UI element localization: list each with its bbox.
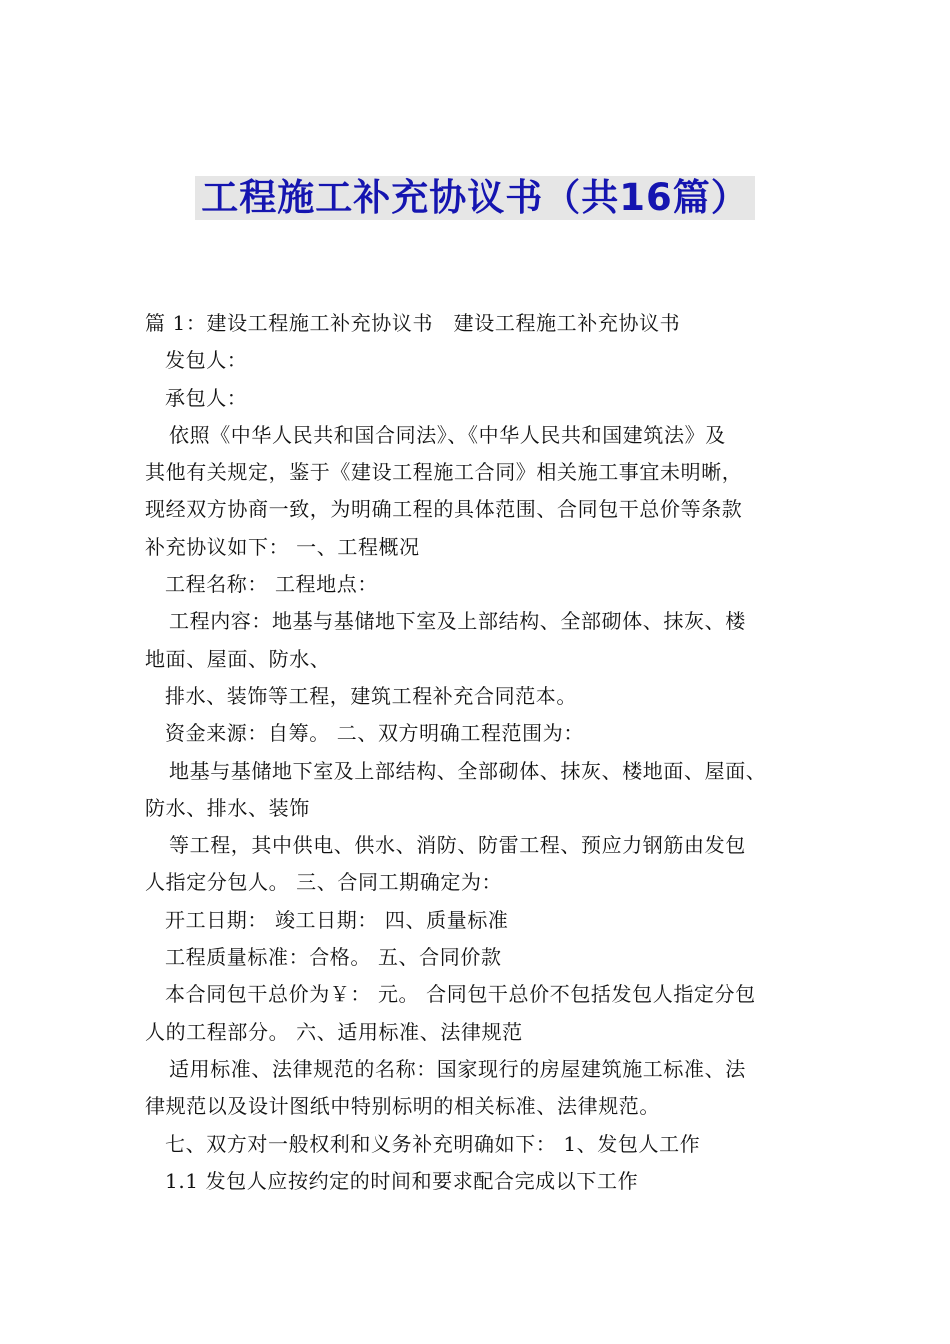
body-line: 资金来源：自筹。 二、双方明确工程范围为： xyxy=(165,721,584,746)
body-line: 等工程，其中供电、供水、消防、防雷工程、预应力钢筋由发包 xyxy=(169,833,746,858)
body-line: 工程名称： 工程地点： xyxy=(165,572,378,597)
body-line: 工程内容：地基与基储地下室及上部结构、全部砌体、抹灰、楼 xyxy=(169,609,746,634)
body-line: 发包人： xyxy=(165,348,248,373)
body-line: 承包人： xyxy=(165,385,248,410)
body-line: 补充协议如下： 一、工程概况 xyxy=(145,534,420,559)
body-line: 篇 1：建设工程施工补充协议书 建设工程施工补充协议书 xyxy=(145,311,681,335)
body-line: 人指定分包人。 三、合同工期确定为： xyxy=(145,870,503,895)
body-line: 地面、屋面、防水、 xyxy=(145,646,331,671)
body-line: 1.1 发包人应按约定的时间和要求配合完成以下工作 xyxy=(165,1168,639,1193)
body-line: 依照《中华人民共和国合同法》、《中华人民共和国建筑法》及 xyxy=(169,422,726,447)
body-line: 适用标准、法律规范的名称：国家现行的房屋建筑施工标准、法 xyxy=(169,1056,746,1081)
document-title: 工程施工补充协议书（共16篇） xyxy=(195,176,755,220)
body-line: 律规范以及设计图纸中特别标明的相关标准、法律规范。 xyxy=(145,1094,660,1119)
body-line: 防水、排水、装饰 xyxy=(145,795,310,820)
body-line: 开工日期： 竣工日期： 四、质量标准 xyxy=(165,907,509,932)
body-line: 工程质量标准：合格。 五、合同价款 xyxy=(165,945,502,970)
body-line: 本合同包干总价为￥： 元。 合同包干总价不包括发包人指定分包 xyxy=(165,982,756,1007)
document-body xyxy=(145,305,825,1200)
body-line: 现经双方协商一致，为明确工程的具体范围、合同包干总价等条款 xyxy=(145,497,743,522)
title-container xyxy=(0,176,950,220)
body-line: 其他有关规定，鉴于《建设工程施工合同》相关施工事宜未明晰， xyxy=(145,460,743,485)
body-line: 排水、装饰等工程，建筑工程补充合同范本。 xyxy=(165,683,577,708)
body-line: 人的工程部分。 六、适用标准、法律规范 xyxy=(145,1019,523,1044)
body-line: 地基与基储地下室及上部结构、全部砌体、抹灰、楼地面、屋面、 xyxy=(169,758,767,783)
body-line: 七、双方对一般权利和义务补充明确如下： 1、发包人工作 xyxy=(165,1131,701,1156)
